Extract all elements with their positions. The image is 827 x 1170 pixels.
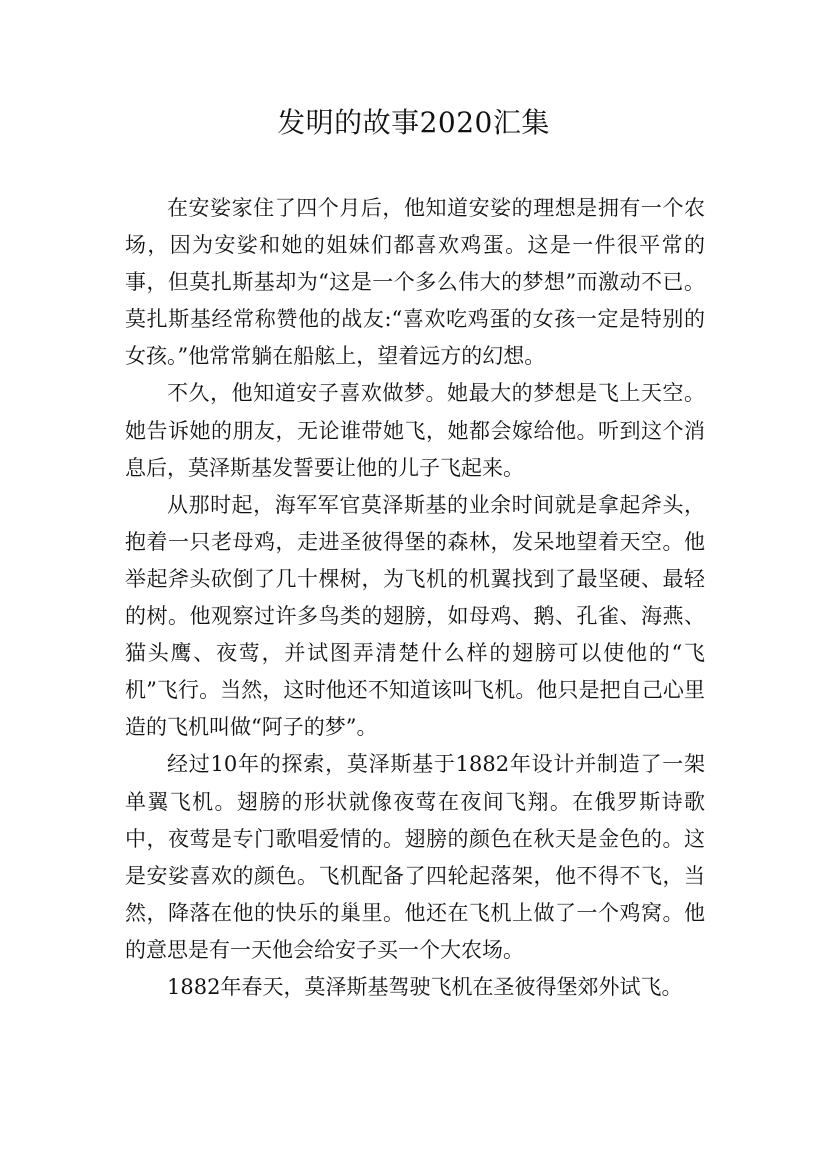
- document-title: 发明的故事2020汇集: [277, 106, 550, 139]
- paragraph: 从那时起，海军军官莫泽斯基的业余时间就是拿起斧头，抱着一只老母鸡，走进圣彼得堡的森林，发呆地望着天空。他举起斧头砍倒了几十棵树，为飞机的机翼找到了最坚硬、最轻的树。他观察过许多鸟类的翅膀，如母鸡、鹅、孔雀、海燕、猫头鹰、夜莺，并试图弄清楚什么样的翅膀可以使他的“飞机”飞行。当然，这时他还不知道该叫飞机。他只是把自己心里造的飞机叫做“阿子的梦”。: [125, 492, 705, 740]
- document-body: [125, 190, 705, 1006]
- paragraph: 不久，他知道安子喜欢做梦。她最大的梦想是飞上天空。她告诉她的朋友，无论谁带她飞，她都会嫁给他。听到这个消息后，莫泽斯基发誓要让他的儿子飞起来。: [125, 381, 705, 480]
- paragraph: 在安娑家住了四个月后，他知道安娑的理想是拥有一个农场，因为安娑和她的姐妹们都喜欢鸡蛋。这是一件很平常的事，但莫扎斯基却为“这是一个多么伟大的梦想”而激动不已。莫扎斯基经常称赞他的战友:“喜欢吃鸡蛋的女孩一定是特别的女孩。”他常常躺在船舷上，望着远方的幻想。: [125, 196, 705, 369]
- paragraph: 1882年春天，莫泽斯基驾驶飞机在圣彼得堡郊外试飞。: [167, 974, 683, 999]
- paragraph: 经过10年的探索，莫泽斯基于1882年设计并制造了一架单翼飞机。翅膀的形状就像夜莺在夜间飞翔。在俄罗斯诗歌中，夜莺是专门歌唱爱情的。翅膀的颜色在秋天是金色的。这是安娑喜欢的颜色。飞机配备了四轮起落架，他不得不飞，当然，降落在他的快乐的巢里。他还在飞机上做了一个鸡窝。他的意思是有一天他会给安子买一个大农场。: [125, 752, 705, 962]
